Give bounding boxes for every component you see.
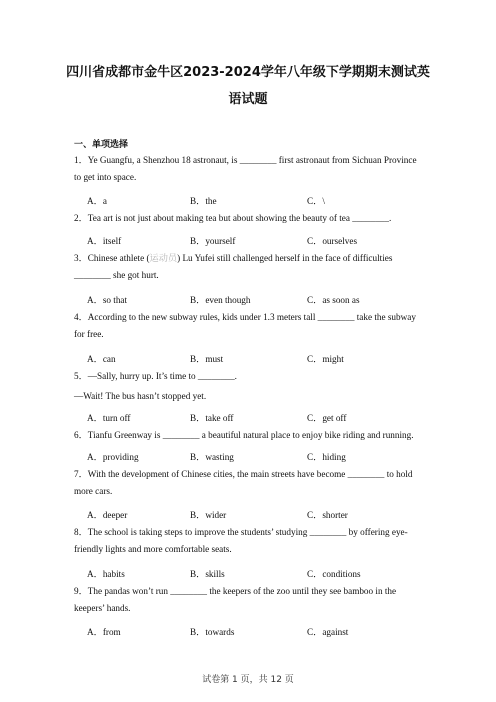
option-c: C．conditions: [307, 569, 361, 579]
question-3-text-after: ) Lu Yufei still challenged herself in the face of difficulties ________ she got hurt.: [74, 253, 393, 280]
option-a: A．so that: [87, 295, 128, 305]
option-c: C．might: [307, 354, 344, 364]
question-9-options: [87, 624, 427, 638]
question-5-options: [87, 410, 427, 424]
option-a: A．from: [87, 627, 121, 637]
question-6-options: [87, 449, 427, 463]
option-b: B．even though: [190, 295, 251, 305]
question-3-gloss: 运动员: [149, 253, 178, 263]
page-title-line-2: 语试题: [228, 92, 268, 107]
page-title-line-1: 四川省成都市金牛区2023-2024学年八年级下学期期末测试英: [66, 65, 430, 80]
question-6: 6．Tianfu Greenway is ________ a beautiful natural place to enjoy bike riding and running.: [74, 430, 414, 440]
option-b: B．wasting: [190, 452, 234, 462]
option-b: B．must: [190, 354, 224, 364]
question-7: 7．With the development of Chinese cities, the main streets have become ________ to hold more cars.: [74, 469, 413, 496]
question-8-options: [87, 566, 427, 580]
option-c: C．against: [307, 627, 349, 637]
option-a: A．can: [87, 354, 116, 364]
section-heading: 一、单项选择: [74, 140, 129, 150]
option-c: C．ourselves: [307, 236, 358, 246]
page-footer: 试卷第 1 页，共 12 页: [202, 675, 294, 685]
option-a: A．a: [87, 196, 107, 206]
question-5: 5．—Sally, hurry up. It’s time to ________.: [74, 371, 237, 381]
question-3-options: [87, 292, 427, 306]
question-1-options: [87, 193, 427, 207]
question-3-text-before: 3．Chinese athlete (: [74, 253, 150, 263]
question-9: 9．The pandas won’t run ________ the keepers of the zoo until they see bamboo in the keepers’ hands.: [74, 586, 397, 613]
question-4: 4．According to the new subway rules, kids under 1.3 meters tall ________ take the subway for free.: [74, 312, 416, 339]
option-b: B．skills: [190, 569, 225, 579]
question-1: 1．Ye Guangfu, a Shenzhou 18 astronaut, is ________ first astronaut from Sichuan Province to get into space.: [74, 155, 417, 182]
question-5-reply: —Wait! The bus hasn’t stopped yet.: [74, 391, 207, 401]
option-c: C．shorter: [307, 510, 348, 520]
question-2-options: [87, 233, 427, 247]
option-c: C．\: [307, 196, 325, 206]
option-b: B．the: [190, 196, 217, 206]
option-a: A．deeper: [87, 510, 128, 520]
question-3: [74, 250, 424, 284]
option-c: C．get off: [307, 413, 347, 423]
option-a: A．providing: [87, 452, 139, 462]
option-a: A．itself: [87, 236, 122, 246]
option-c: C．hiding: [307, 452, 346, 462]
option-b: B．yourself: [190, 236, 236, 246]
option-b: B．take off: [190, 413, 234, 423]
option-b: B．towards: [190, 627, 235, 637]
option-c: C．as soon as: [307, 295, 360, 305]
option-b: B．wider: [190, 510, 227, 520]
option-a: A．turn off: [87, 413, 131, 423]
option-a: A．habits: [87, 569, 125, 579]
question-2: 2．Tea art is not just about making tea but about showing the beauty of tea ________.: [74, 213, 392, 223]
question-4-options: [87, 351, 427, 365]
question-8: 8．The school is taking steps to improve the students’ studying ________ by offering eye-friendly lights and more comfortable seats.: [74, 527, 408, 554]
question-7-options: [87, 507, 427, 521]
